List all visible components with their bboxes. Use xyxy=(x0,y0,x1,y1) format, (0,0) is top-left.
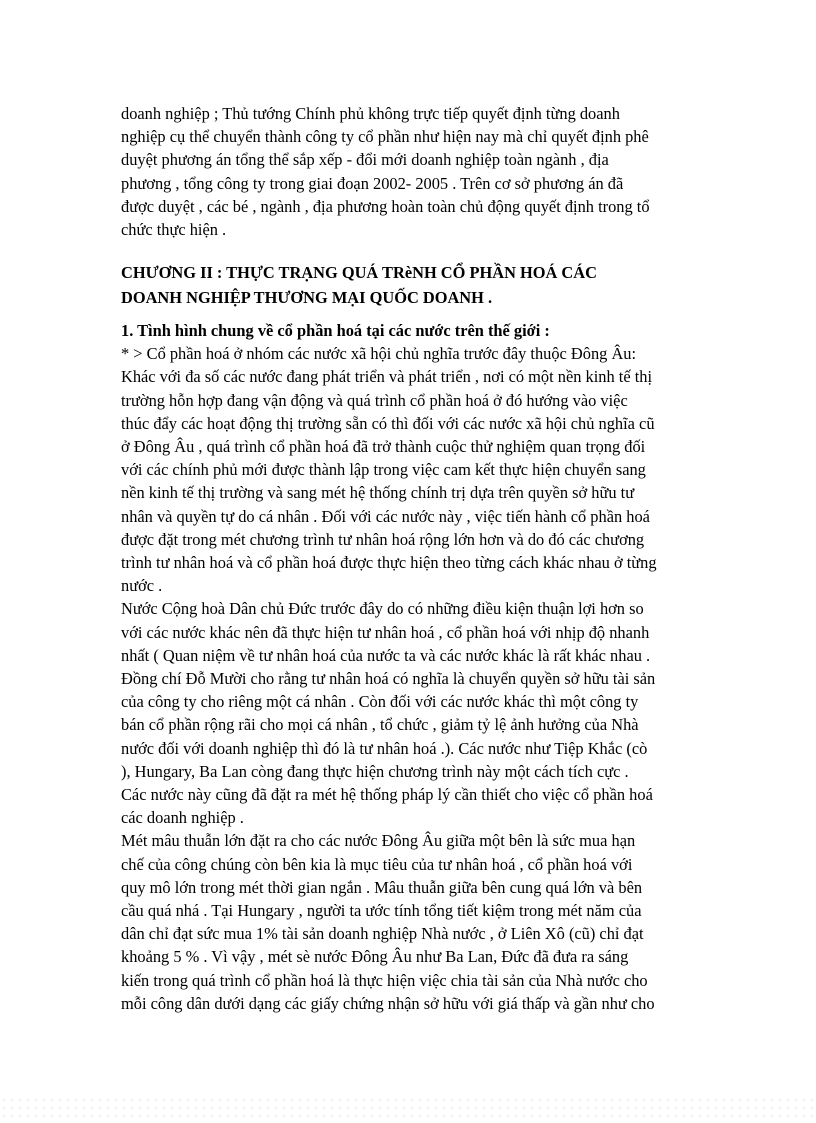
text-line: Các nước này cũng đã đặt ra mét hệ thống pháp lý cần thiết cho việc cổ phần hoá xyxy=(121,785,653,805)
text-line: duyệt phương án tổng thể sắp xếp - đổi mới doanh nghiệp toàn ngành , địa xyxy=(121,150,609,170)
text-line: chế của công chúng còn bên kia là mục tiêu của tư nhân hoá , cổ phần hoá với xyxy=(121,854,633,874)
text-line: nhất ( Quan niệm về tư nhân hoá của nước ta và các nước khác là rất khác nhau . xyxy=(121,645,651,665)
intro-paragraph xyxy=(121,102,741,241)
text-line: nền kinh tế thị trường và sang mét hệ thống chính trị dựa trên quyền sở hữu tư xyxy=(121,483,635,503)
section-title: 1. Tình hình chung về cổ phần hoá tại các nước trên thế giới : xyxy=(121,321,550,340)
text-line: Đồng chí Đỗ Mười cho rằng tư nhân hoá có nghĩa là chuyển quyền sở hữu tài sản xyxy=(121,669,656,689)
footer-watermark-band xyxy=(0,1096,816,1123)
heading-line: DOANH NGHIỆP THƯƠNG MẠI QUỐC DOANH . xyxy=(121,288,493,307)
text-line: dân chỉ đạt sức mua 1% tài sản doanh nghiệp Nhà nước , ở Liên Xô (cũ) chỉ đạt xyxy=(121,924,644,944)
text-line: kiến trong quá trình cổ phần hoá là thực hiện việc chia tài sản của Nhà nước cho xyxy=(121,970,648,990)
text-line: nhân và quyền tự do cá nhân . Đối với các nước này , việc tiến hành cổ phần hoá xyxy=(121,506,650,526)
text-line: quy mô lớn trong mét thời gian ngắn . Mâu thuẫn giữa bên cung quá lớn và bên xyxy=(121,877,643,897)
text-line: bán cổ phần rộng rãi cho mọi cá nhân , tổ chức , giảm tỷ lệ ảnh hưởng của Nhà xyxy=(121,715,639,735)
text-line: ở Đông Âu , quá trình cổ phần hoá đã trở thành cuộc thử nghiệm quan trọng đối xyxy=(121,437,646,457)
text-line: phương , tổng công ty trong giai đoạn 2002- 2005 . Trên cơ sở phương án đã xyxy=(121,173,624,193)
text-line: các doanh nghiệp . xyxy=(121,808,244,828)
text-line: nước đối với doanh nghiệp thì đó là tư nhân hoá .). Các nước như Tiệp Khắc (cò xyxy=(121,738,648,758)
text-line: nghiệp cụ thể chuyển thành công ty cổ phần như hiện nay mà chỉ quyết định phê xyxy=(121,127,649,147)
text-line: mỗi công dân dưới dạng các giấy chứng nhận sở hữu với giá thấp và gần như cho xyxy=(121,993,655,1013)
text-line: Khác với đa số các nước đang phát triển và phát triển , nơi có một nền kinh tế thị xyxy=(121,367,653,387)
text-line: Nước Cộng hoà Dân chủ Đức trước đây do có những điều kiện thuận lợi hơn so xyxy=(121,599,644,619)
text-line: * > Cổ phần hoá ở nhóm các nước xã hội chủ nghĩa trước đây thuộc Đông Âu: xyxy=(121,344,637,364)
text-line: doanh nghiệp ; Thủ tướng Chính phủ không trực tiếp quyết định từng doanh xyxy=(121,104,620,123)
text-line: trình tư nhân hoá và cổ phần hoá được thực hiện theo từng cách khác nhau ở từng xyxy=(121,553,657,573)
chapter-heading xyxy=(121,260,741,310)
text-line: nước . xyxy=(121,576,163,596)
text-line: với các nước khác nên đã thực hiện tư nhân hoá , cổ phần hoá với nhịp độ nhanh xyxy=(121,622,650,642)
text-line: được duyệt , các bé , ngành , địa phương hoàn toàn chủ động quyết định trong tổ xyxy=(121,196,650,216)
text-line: cầu quá nhá . Tại Hungary , người ta ước tính tổng tiết kiệm trong mét năm của xyxy=(121,901,642,921)
heading-line: CHƯƠNG II : THỰC TRẠNG QUÁ TRèNH CỔ PHẦN HOÁ CÁC xyxy=(121,263,597,282)
text-line: ), Hungary, Ba Lan còng đang thực hiện chương trình này một cách tích cực . xyxy=(121,761,629,781)
text-line: thúc đẩy các hoạt động thị trường sẵn có thì đối với các nước xã hội chủ nghĩa cũ xyxy=(121,413,655,433)
text-line: Mét mâu thuẫn lớn đặt ra cho các nước Đông Âu giữa một bên là sức mua hạn xyxy=(121,831,636,851)
text-line: được đặt trong mét chương trình tư nhân hoá rộng lớn hơn và do đó các chương xyxy=(121,529,645,549)
text-line: với các chính phủ mới được thành lập trong việc cam kết thực hiện chuyển sang xyxy=(121,460,646,480)
text-line: khoảng 5 % . Vì vậy , mét sè nước Đông Âu như Ba Lan, Đức đã đưa ra sáng xyxy=(121,947,629,967)
text-line: của công ty cho riêng một cá nhân . Còn đối với các nước khác thì một công ty xyxy=(121,692,639,712)
section-body xyxy=(121,319,741,1015)
text-line: chức thực hiện . xyxy=(121,220,227,240)
text-line: trường hỗn hợp đang vận động và quá trình cổ phần hoá ở đó hướng vào việc xyxy=(121,390,628,410)
